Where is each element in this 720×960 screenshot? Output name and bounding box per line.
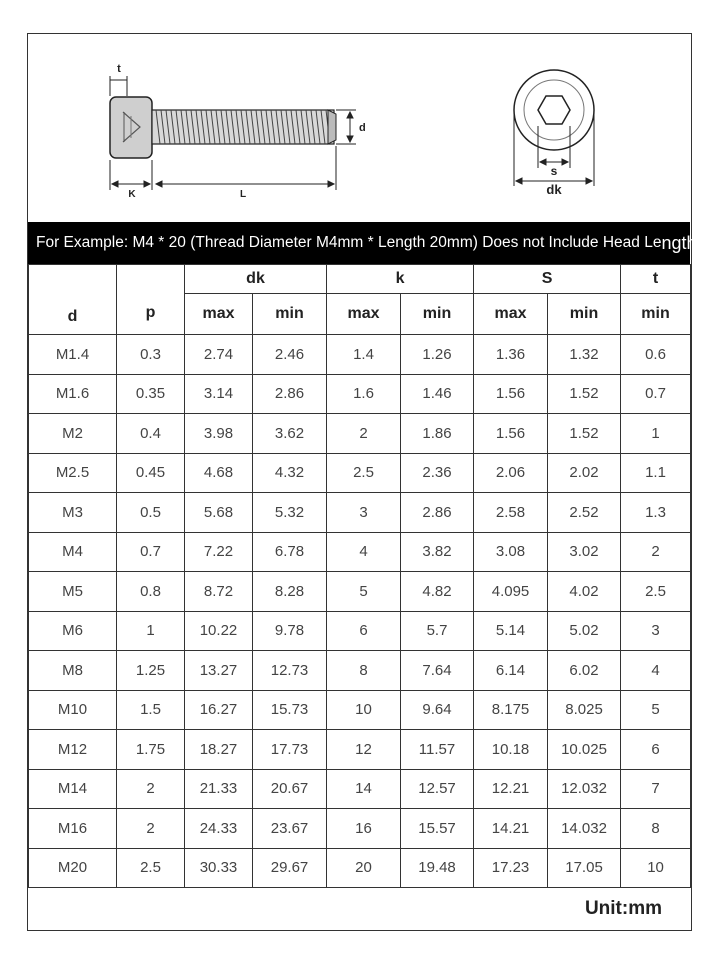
label-l: L — [239, 189, 247, 200]
table-cell: 13.27 — [185, 651, 253, 691]
subheader-s-min: min — [548, 294, 621, 335]
table-cell: 2.06 — [474, 453, 548, 493]
table-cell: M2.5 — [29, 453, 117, 493]
table-cell: 29.67 — [253, 848, 327, 888]
table-cell: 2.58 — [474, 493, 548, 533]
table-cell: 15.73 — [253, 690, 327, 730]
subheader-s-max: max — [474, 294, 548, 335]
table-cell: 10 — [327, 690, 401, 730]
table-cell: M16 — [29, 809, 117, 849]
table-cell: 12.21 — [474, 769, 548, 809]
table-row — [29, 374, 691, 414]
table-cell: 1.86 — [401, 414, 474, 454]
table-cell: 1.5 — [117, 690, 185, 730]
table-cell: 6.14 — [474, 651, 548, 691]
table-row — [29, 809, 691, 849]
table-cell: 5.7 — [401, 611, 474, 651]
header-p: p — [117, 265, 185, 335]
table-cell: 1.4 — [327, 335, 401, 375]
table-cell: 4 — [621, 651, 691, 691]
table-row — [29, 414, 691, 454]
table-cell: 14 — [327, 769, 401, 809]
table-cell: 2.02 — [548, 453, 621, 493]
table-cell: 15.57 — [401, 809, 474, 849]
table-cell: 3.08 — [474, 532, 548, 572]
table-cell: 1.52 — [548, 374, 621, 414]
table-cell: M3 — [29, 493, 117, 533]
subheader-dk-max: max — [185, 294, 253, 335]
table-cell: 0.3 — [117, 335, 185, 375]
table-cell: 24.33 — [185, 809, 253, 849]
spec-table — [28, 264, 691, 888]
table-cell: 1.52 — [548, 414, 621, 454]
table-cell: 7 — [621, 769, 691, 809]
header-k: k — [327, 265, 474, 294]
table-row — [29, 651, 691, 691]
table-cell: 17.73 — [253, 730, 327, 770]
table-row — [29, 690, 691, 730]
table-cell: 18.27 — [185, 730, 253, 770]
table-cell: 0.5 — [117, 493, 185, 533]
table-cell: 7.64 — [401, 651, 474, 691]
header-s: S — [474, 265, 621, 294]
table-cell: 7.22 — [185, 532, 253, 572]
spec-table-body — [29, 335, 691, 888]
table-cell: 4.32 — [253, 453, 327, 493]
label-dk: dk — [546, 182, 562, 197]
table-cell: M10 — [29, 690, 117, 730]
table-cell: M2 — [29, 414, 117, 454]
label-s: s — [550, 164, 558, 178]
table-cell: 3 — [621, 611, 691, 651]
table-cell: M20 — [29, 848, 117, 888]
table-cell: 2 — [327, 414, 401, 454]
table-cell: 8 — [327, 651, 401, 691]
screw-diagram — [28, 34, 690, 222]
table-cell: 5.02 — [548, 611, 621, 651]
table-cell: 19.48 — [401, 848, 474, 888]
table-cell: 0.35 — [117, 374, 185, 414]
table-cell: 30.33 — [185, 848, 253, 888]
table-cell: 16.27 — [185, 690, 253, 730]
table-cell: 1.56 — [474, 374, 548, 414]
table-cell: 3.14 — [185, 374, 253, 414]
table-cell: 0.4 — [117, 414, 185, 454]
table-row — [29, 730, 691, 770]
table-cell: 2.5 — [621, 572, 691, 612]
table-cell: 17.05 — [548, 848, 621, 888]
unit-label: Unit:mm — [584, 898, 662, 919]
table-cell: 0.6 — [621, 335, 691, 375]
table-cell: 16 — [327, 809, 401, 849]
table-cell: M14 — [29, 769, 117, 809]
table-cell: 11.57 — [401, 730, 474, 770]
table-cell: 4 — [327, 532, 401, 572]
table-row — [29, 611, 691, 651]
table-cell: 6 — [327, 611, 401, 651]
table-cell: 2 — [117, 809, 185, 849]
unit-row — [28, 890, 690, 930]
table-cell: 1.32 — [548, 335, 621, 375]
table-cell: 2.86 — [401, 493, 474, 533]
table-row — [29, 572, 691, 612]
label-k: K — [128, 189, 136, 200]
table-cell: 14.21 — [474, 809, 548, 849]
table-cell: 1.25 — [117, 651, 185, 691]
example-banner — [28, 222, 697, 264]
table-cell: 8.28 — [253, 572, 327, 612]
table-cell: 8.72 — [185, 572, 253, 612]
table-row — [29, 453, 691, 493]
header-dk: dk — [185, 265, 327, 294]
table-cell: 2 — [621, 532, 691, 572]
table-cell: 20 — [327, 848, 401, 888]
table-cell: M5 — [29, 572, 117, 612]
table-row — [29, 848, 691, 888]
table-cell: 2.74 — [185, 335, 253, 375]
table-cell: 9.78 — [253, 611, 327, 651]
table-cell: 17.23 — [474, 848, 548, 888]
table-cell: 10.025 — [548, 730, 621, 770]
banner-text-end: ngth — [661, 232, 697, 253]
table-cell: 6.02 — [548, 651, 621, 691]
subheader-t-min: min — [621, 294, 691, 335]
table-cell: 1.36 — [474, 335, 548, 375]
table-row — [29, 532, 691, 572]
table-cell: 0.45 — [117, 453, 185, 493]
table-cell: 3.02 — [548, 532, 621, 572]
table-cell: 9.64 — [401, 690, 474, 730]
table-cell: 8 — [621, 809, 691, 849]
screw-side-view — [110, 97, 336, 158]
table-cell: 4.095 — [474, 572, 548, 612]
table-cell: 5 — [621, 690, 691, 730]
table-cell: 1 — [117, 611, 185, 651]
table-cell: 10.18 — [474, 730, 548, 770]
table-cell: 5.32 — [253, 493, 327, 533]
table-cell: 23.67 — [253, 809, 327, 849]
table-cell: 6.78 — [253, 532, 327, 572]
banner-text: For Example: M4 * 20 (Thread Diameter M4mm * Length 20mm) Does not Include Head Le — [36, 234, 662, 251]
table-cell: M1.4 — [29, 335, 117, 375]
table-cell: 0.7 — [621, 374, 691, 414]
subheader-k-min: min — [401, 294, 474, 335]
table-cell: 4.02 — [548, 572, 621, 612]
table-cell: 3.98 — [185, 414, 253, 454]
table-cell: M4 — [29, 532, 117, 572]
table-cell: 4.82 — [401, 572, 474, 612]
table-cell: 3.82 — [401, 532, 474, 572]
header-d: d — [29, 265, 117, 335]
table-cell: M1.6 — [29, 374, 117, 414]
table-cell: 10.22 — [185, 611, 253, 651]
table-cell: 6 — [621, 730, 691, 770]
table-cell: 14.032 — [548, 809, 621, 849]
table-cell: 2.5 — [117, 848, 185, 888]
table-cell: 12.032 — [548, 769, 621, 809]
table-cell: 1 — [621, 414, 691, 454]
subheader-dk-min: min — [253, 294, 327, 335]
table-cell: 2.46 — [253, 335, 327, 375]
table-cell: 1.75 — [117, 730, 185, 770]
table-cell: 12.73 — [253, 651, 327, 691]
table-cell: 10 — [621, 848, 691, 888]
table-cell: 5 — [327, 572, 401, 612]
table-cell: 5.14 — [474, 611, 548, 651]
table-cell: 12.57 — [401, 769, 474, 809]
table-cell: M12 — [29, 730, 117, 770]
table-cell: 4.68 — [185, 453, 253, 493]
table-cell: 1.46 — [401, 374, 474, 414]
table-cell: M8 — [29, 651, 117, 691]
spec-sheet-frame — [27, 33, 697, 931]
table-cell: 1.3 — [621, 493, 691, 533]
table-cell: 3.62 — [253, 414, 327, 454]
label-t: t — [117, 63, 121, 75]
table-cell: 1.6 — [327, 374, 401, 414]
table-row — [29, 493, 691, 533]
table-row — [29, 335, 691, 375]
table-cell: 8.175 — [474, 690, 548, 730]
table-cell: 21.33 — [185, 769, 253, 809]
table-cell: 1.56 — [474, 414, 548, 454]
table-cell: 2.52 — [548, 493, 621, 533]
table-cell: 20.67 — [253, 769, 327, 809]
table-cell: 1.26 — [401, 335, 474, 375]
table-cell: 3 — [327, 493, 401, 533]
table-cell: M6 — [29, 611, 117, 651]
header-t: t — [621, 265, 691, 294]
table-cell: 2.36 — [401, 453, 474, 493]
table-cell: 0.7 — [117, 532, 185, 572]
table-row — [29, 769, 691, 809]
table-cell: 8.025 — [548, 690, 621, 730]
label-d: d — [359, 122, 366, 134]
table-cell: 2 — [117, 769, 185, 809]
subheader-k-max: max — [327, 294, 401, 335]
table-cell: 1.1 — [621, 453, 691, 493]
table-cell: 2.5 — [327, 453, 401, 493]
table-cell: 2.86 — [253, 374, 327, 414]
table-cell: 12 — [327, 730, 401, 770]
table-cell: 0.8 — [117, 572, 185, 612]
table-cell: 5.68 — [185, 493, 253, 533]
